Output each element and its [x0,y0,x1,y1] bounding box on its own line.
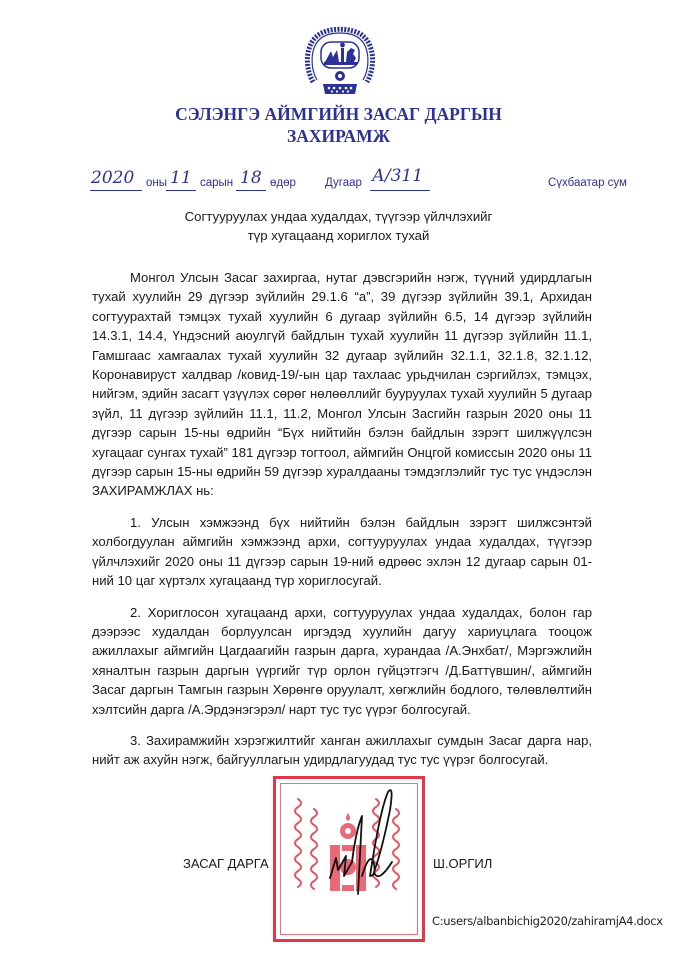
decree-item-2-text: 2. Хориглосон хугацаанд архи, согтууруулах ундаа худалдах, болон гар дээрээс худалдан борлуулсан иргэдэд хуулийн дагуу хариуцлага тооцож ажиллахыг аймгийн Цагдаагийн газрын дарга, хурандаа /А.Энхбат/, Мэргэжлийн хяналтын газрын даргын үүргийг түр орлон гүйцэтгэгч /Д.Баттүвшин/, аймгийн Засаг даргын Тамгын газрын Хөрөнгө оруулалт, хөгжлийн бодлого, төлөвлөлтийн хэлтсийн дарга /А.Эрдэнэгэрэл/ нарт тус тус үүрэг болгосугай. [92,604,592,717]
decree-item-3 [92,731,592,770]
label-day: өдөр [270,177,296,189]
preamble-paragraph [92,268,592,501]
handwritten-signature-icon [322,780,412,905]
date-year: 2020 [91,168,135,188]
document-type-title: ЗАХИРАМЖ [286,126,391,146]
subject-line-2: түр хугацаанд хориглох тухай [247,228,430,243]
issuing-authority: СЭЛЭНГЭ АЙМГИЙН ЗАСАГ ДАРГЫН [175,104,502,124]
decree-item-2 [92,603,592,719]
label-month: сарын [200,177,234,189]
document-number-underline [370,190,430,191]
date-day: 18 [240,168,262,188]
date-month: 11 [170,168,192,188]
document-number: А/311 [372,166,424,186]
mongolia-state-emblem-icon [303,24,377,100]
label-year: оны [146,177,168,189]
decree-item-1-text: 1. Улсын хэмжээнд бүх нийтийн бэлэн байдлын зэрэгт шилжсэнтэй холбогдуулан аймгийн хэмжээнд архи, согтууруулах ундаа худалдах, түүгээр үйлчлэхийг 2020 оны 11 дүгээр сарын 19-ний өдрөөс эхлэн 12 дугаар сарын 01-ний 10 цаг хүртэлх хугацаанд түр хориглосугай. [92,514,592,589]
decree-item-1 [92,513,592,591]
subject-line-1: Согтууруулах ундаа худалдах, түүгээр үйлчлэхийг [184,209,493,224]
label-number: Дугаар [325,177,362,189]
document-meta-row [0,168,677,198]
issue-place: Сүхбаатар сум [548,177,627,189]
date-month-underline [166,190,196,191]
date-day-underline [236,190,266,191]
preamble-text: Монгол Улсын Засаг захиргаа, нутаг дэвсгэрийн нэгж, түүний удирдлагын тухай хуулийн 29 дүгээр зүйлийн 29.1.6 “а”, 39 дүгээр зүйлийн 39.1, Архидан согтуурахтай тэмцэх тухай хуулийн 6 дугаар зүйлийн 6.5, 14 дүгээр зүйлийн 14.3.1, 14.4, Үндэсний аюулгүй байдлын тухай хуулийн 11 дүгээр зүйлийн 11.1, Гамшгаас хамгаалах тухай хуулийн 32 дугаар зүйлийн 32.1.1, 32.1.8, 32.1.12, Коронавируст халдвар /ковид-19/-ын цар тахлаас урьдчилан сэргийлэх, тэмцэх, нийгэм, эдийн засагт үзүүлэх сөрөг нөлөөллийг бууруулах тухай хуулийн 5 дугаар зүйл, 11 дүгээр зүйлийн 11.1, 11.2, Монгол Улсын Засгийн газрын 2020 оны 11 дүгээр сарын 15-ны өдрийн “Бүх нийтийн бэлэн байдлын зэрэгт шилжүүлсэн хугацааг сунгах тухай” 181 дүгээр тогтоол, аймгийн Онцгой комиссын 2020 оны 11 дүгээр сарын 15-ны өдрийн 59 дүгээр хуралдааны тэмдэглэлийг тус тус үндэслэн ЗАХИРАМЖЛАХ нь: [92,270,592,499]
file-path-footer: C:users/albanbichig2020/zahiramjA4.docx [432,913,663,928]
date-year-underline [90,190,142,191]
signature-block [92,776,663,954]
decree-body [92,268,663,954]
signatory-name: Ш.ОРГИЛ [430,856,495,872]
decree-item-3-text: 3. Захирамжийн хэрэгжилтийг ханган ажиллахыг сумдын Засаг дарга нар, нийт аж ахуйн нэгж, байгууллагын удирдлагуудад тус тус үүрэг болгосугай. [92,732,592,768]
signatory-title: ЗАСАГ ДАРГА [180,856,272,872]
